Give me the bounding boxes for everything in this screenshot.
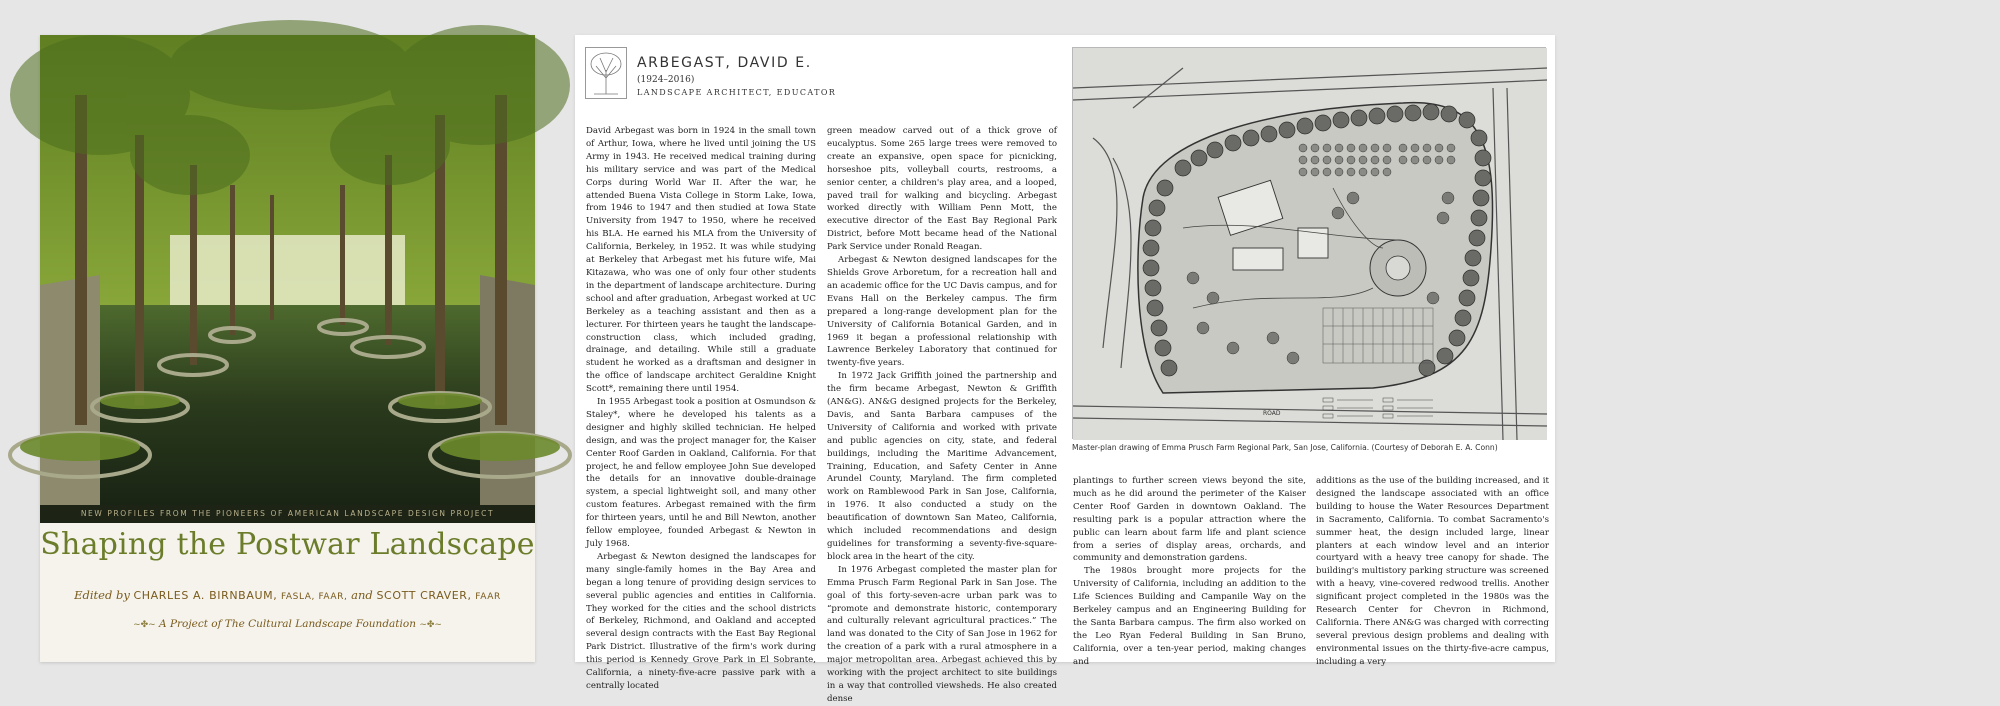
paragraph: green meadow carved out of a thick grove of eucalyptus. Some 265 large trees were removed to create an expansive, open space for picnicking, horseshoe pits, volleyball courts, restrooms, a senior center, a children's play area, and a looped, paved trail for walking and bicycling. Arbegast worked directly with William Penn Mott, the executive director of the East Bay Regional Park District, before Mott became head of the National Park Service under Ronald Reagan. — [827, 126, 1057, 253]
tree-icon — [585, 47, 627, 99]
figure-caption: Master-plan drawing of Emma Prusch Farm Regional Park, San Jose, California. (Courtesy of Deborah E. A. Conn) — [1072, 443, 1498, 452]
leaf-ornament-icon: ~✤~ — [133, 620, 156, 630]
paragraph: David Arbegast was born in 1924 in the small town of Arthur, Iowa, where he lived until joining the US Army in 1943. He received medical training during his military service and was part of the Medical Corps during World War II. After the war, he attended Buena Vista College in Storm Lake, Iowa, from 1946 to 1947 and then studied at Iowa State University from 1947 to 1950, where he received his BLA. He earned his MLA from the University of California, Berkeley, in 1952. It was while studying at Berkeley that Arbegast met his future wife, Mai Kitazawa, who was one of only four other students in the department of landscape architecture. During school and after graduation, Arbegast worked at UC Berkeley as a teaching assistant and then as a lecturer. For thirteen years he taught the landscape-construction class, which included grading, drainage, and detailing. While still a graduate student he worked as a draftsman and designer in the office of landscape architect Geraldine Knight Scott*, remaining there until 1954. — [586, 126, 816, 395]
editor-2-name: SCOTT CRAVER, — [376, 589, 472, 602]
entry-name: ARBEGAST, DAVID E. — [637, 55, 812, 71]
editor-1-name: CHARLES A. BIRNBAUM, — [133, 589, 278, 602]
paragraph: The 1980s brought more projects for the University of California, including an addition to the Life Sciences Building and Campanile Way on the Berkeley campus and an Engineering Building for the Santa Barbara campus. The firm also worked on the Leo Ryan Federal Building in San Bruno, California, over a ten-year period, making changes and — [1073, 566, 1306, 667]
text-column-1 — [586, 125, 816, 691]
series-band: NEW PROFILES FROM THE PIONEERS OF AMERICAN LANDSCAPE DESIGN PROJECT — [40, 505, 535, 523]
cypress-pool-image — [40, 35, 535, 505]
paragraph: plantings to further screen views beyond the site, much as he did around the perimeter of the Kaiser Center Roof Garden in downtown Oakland. The resulting park is a popular attraction where the public can learn about farm life and plant science from a series of display areas, orchards, and community and demonstration gardens. — [1073, 476, 1306, 564]
text-column-3 — [1073, 475, 1306, 667]
editor-2-credentials: FAAR — [475, 592, 501, 602]
leaf-ornament-icon: ~✤~ — [419, 620, 442, 630]
book-page — [575, 35, 1555, 704]
paragraph: Arbegast & Newton designed the landscapes for many single-family homes in the Bay Area and began a long tenure of providing design services to several public agencies and entities in California. They worked for the cities and the school districts of Berkeley, Richmond, and Oakland and accepted several design contracts with the East Bay Regional Park District. Illustrative of the firm's work during this period is Kennedy Grove Park in El Sobrante, California, a ninety-five-acre passive park with a centrally located — [586, 551, 816, 691]
paragraph: In 1955 Arbegast took a position at Osmundson & Staley*, where he developed his talents as a designer and highly skilled technician. He helped design, and was the project manager for, the Kaiser Center Roof Garden in Oakland, California. For that project, he and fellow employee John Sue developed the details for an innovative double-drainage system, a special lightweight soil, and many other custom features. Arbegast remained with the firm for thirteen years, until he and Bill Newton, another fellow employee, founded Arbegast & Newton in July 1968. — [586, 397, 816, 549]
text-column-2 — [827, 125, 1057, 704]
project-line — [40, 618, 535, 630]
and-label: and — [351, 588, 373, 602]
paragraph: additions as the use of the building increased, and it designed the landscape associated with an office building to house the Water Resources Department in Sacramento, California. To combat Sacramento's summer heat, the design included large, linear planters at each window level and an interior courtyard with a heavy tree canopy for shade. The building's multistory parking structure was screened with a heavy, vine-covered redwood trellis. Another significant project completed in the 1980s was the Research Center for Chevron in Richmond, California. There AN&G was charged with correcting several previous design problems and dealing with environmental issues on the thirty-five-acre campus, including a very — [1316, 476, 1549, 667]
paragraph: In 1972 Jack Griffith joined the partnership and the firm became Arbegast, Newton & Griffith (AN&G). AN&G designed projects for the Berkeley, Davis, and Santa Barbara campuses of the University of California and worked with private and public agencies on city, state, and federal buildings, including the Maritime Advancement, Training, Education, and Safety Center in Anne Arundel County, Maryland. The firm completed work on Ramblewood Park in San Jose, California, in 1976. It also conducted a study on the beautification of downtown San Mateo, California, which included recommendations and design guidelines for transforming a seventy-five-square-block area in the heart of the city. — [827, 371, 1057, 562]
entry-role: LANDSCAPE ARCHITECT, EDUCATOR — [637, 88, 837, 97]
site-plan-illustration — [1073, 48, 1547, 440]
road-label: ROAD — [1263, 410, 1281, 417]
book-title: Shaping the Postwar Landscape — [40, 527, 535, 562]
paragraph: Arbegast & Newton designed landscapes for the Shields Grove Arboretum, for a recreation hall and an academic office for the UC Davis campus, and for Evans Hall on the Berkeley campus. The firm prepared a long-range development plan for the University of California Botanical Garden, and in 1969 it began a professional relationship with Lawrence Berkeley Laboratory that continued for twenty-five years. — [827, 255, 1057, 369]
project-line-text: A Project of The Cultural Landscape Foundation — [159, 618, 416, 630]
paragraph: In 1976 Arbegast completed the master plan for Emma Prusch Farm Regional Park in San Jose. The goal of this forty-seven-acre urban park was to “promote and demonstrate historic, contemporary and culturally relevant agricultural practices.” The land was donated to the City of San Jose in 1962 for the creation of a park with a rural atmosphere in a major metropolitan area. Arbegast achieved this by working with the project architect to site buildings in a way that controlled viewsheds. He also created dense — [827, 564, 1057, 704]
master-plan-drawing — [1072, 47, 1546, 439]
editor-1-credentials: FASLA, FAAR, — [280, 592, 348, 602]
entry-years: (1924–2016) — [637, 75, 695, 85]
edited-by-label: Edited by — [74, 588, 130, 602]
cover-photo — [40, 35, 535, 505]
book-cover — [40, 35, 535, 662]
text-column-4 — [1316, 475, 1549, 667]
editors-line — [40, 588, 535, 602]
